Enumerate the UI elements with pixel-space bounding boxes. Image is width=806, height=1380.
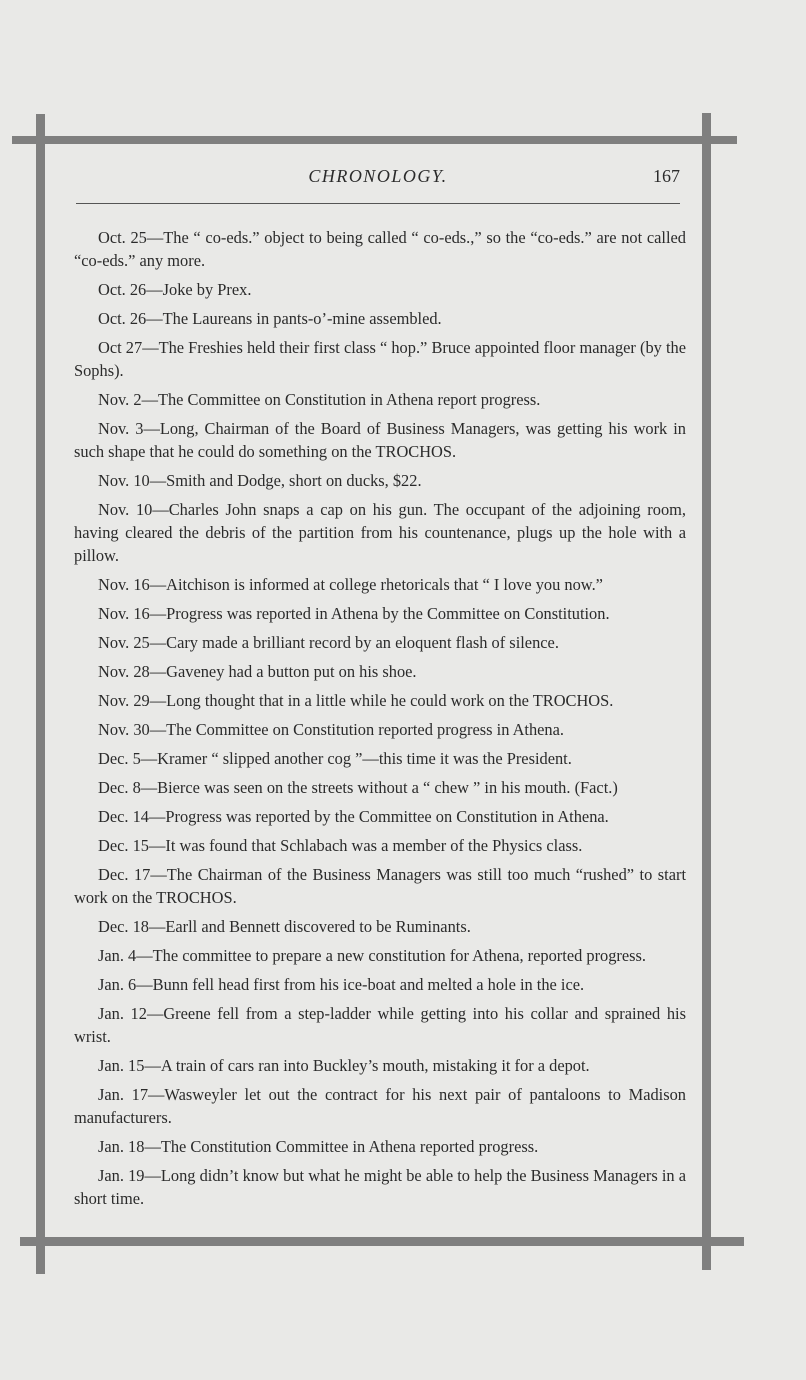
chronology-entry: Oct 27—The Freshies held their first class “ hop.” Bruce appointed floor manager (by the Sophs).	[74, 338, 687, 380]
entry-text: Progress was reported in Athena by the Committee on Constitution.	[166, 604, 610, 623]
entry-date: Jan. 17	[98, 1085, 149, 1104]
chronology-entry: Nov. 3—Long, Chairman of the Board of Business Managers, was getting his work in such shape that he could do something on the TROCHOS.	[74, 419, 686, 461]
header-divider	[76, 203, 680, 204]
entry-date: Nov. 29	[98, 691, 150, 710]
chronology-entry: Oct. 25—The “ co-eds.” object to being called “ co-eds.,” so the “co-eds.” are not called “co-eds.” any more.	[74, 228, 686, 270]
entry-text: Bunn fell head first from his ice-boat and melted a hole in the ice.	[152, 975, 585, 994]
entry-date: Nov. 10	[98, 471, 150, 490]
page-number: 167	[653, 166, 680, 186]
entry-date: Dec. 18	[98, 917, 149, 936]
chronology-entry: Oct. 26—The Laureans in pants-o’-mine assembled.	[98, 309, 442, 328]
entry-text: The Chairman of the Business Managers was still too much “rushed” to start work on the TROCHOS.	[74, 865, 686, 907]
chronology-entry: Jan. 18—The Constitution Committee in Athena reported progress.	[98, 1137, 539, 1156]
chronology-entries	[74, 226, 686, 1216]
entry-date: Nov. 28	[98, 662, 150, 681]
entry-text: Progress was reported by the Committee on Constitution in Athena.	[165, 807, 609, 826]
entry-text: Aitchison is informed at college rhetoricals that “ I love you now.”	[166, 575, 603, 594]
page-header	[76, 164, 680, 194]
entry-text: Earll and Bennett discovered to be Ruminants.	[165, 917, 471, 936]
entry-text: The Laureans in pants-o’-mine assembled.	[162, 309, 442, 328]
entry-date: Jan. 18	[98, 1137, 145, 1156]
chronology-entry: Nov. 30—The Committee on Constitution reported progress in Athena.	[98, 720, 565, 739]
entry-text: The Constitution Committee in Athena reported progress.	[160, 1137, 539, 1156]
chronology-entry: Jan. 6—Bunn fell head first from his ice-boat and melted a hole in the ice.	[98, 975, 585, 994]
frame-left-rule	[36, 114, 45, 1274]
chronology-entry: Jan. 4—The committee to prepare a new constitution for Athena, reported progress.	[98, 946, 647, 965]
entry-text: Charles John snaps a cap on his gun. The occupant of the adjoining room, having cleared the debris of the partition from his countenance, plugs up the hole with a pillow.	[74, 500, 686, 565]
entry-date: Nov. 10	[98, 500, 153, 519]
entry-date: Nov. 2	[98, 390, 142, 409]
entry-text: The Freshies held their first class “ hop.” Bruce appointed floor manager (by the Sophs).	[74, 338, 687, 380]
entry-date: Jan. 4	[98, 946, 137, 965]
chronology-entry: Dec. 17—The Chairman of the Business Managers was still too much “rushed” to start work on the TROCHOS.	[74, 865, 686, 907]
frame-top-rule	[12, 136, 737, 144]
chronology-entry: Nov. 10—Smith and Dodge, short on ducks, $22.	[98, 471, 422, 490]
chronology-entry: Dec. 14—Progress was reported by the Committee on Constitution in Athena.	[98, 807, 609, 826]
entry-date: Dec. 15	[98, 836, 149, 855]
entry-date: Dec. 17	[98, 865, 151, 884]
chronology-entry: Dec. 5—Kramer “ slipped another cog ”—this time it was the President.	[98, 749, 572, 768]
chronology-entry: Jan. 12—Greene fell from a step-ladder while getting into his collar and sprained his wrist.	[74, 1004, 686, 1046]
entry-text: The Committee on Constitution reported progress in Athena.	[166, 720, 565, 739]
chronology-entry: Nov. 25—Cary made a brilliant record by an eloquent flash of silence.	[98, 633, 559, 652]
entry-text: Wasweyler let out the contract for his next pair of pantaloons to Madison manufacturers.	[74, 1085, 686, 1127]
entry-date: Oct. 26	[98, 280, 147, 299]
entry-text: The Committee on Constitution in Athena report progress.	[157, 390, 541, 409]
entry-text: Gaveney had a button put on his shoe.	[166, 662, 417, 681]
entry-date: Dec. 5	[98, 749, 141, 768]
entry-text: Long, Chairman of the Board of Business Managers, was getting his work in such shape that he could do something on the TROCHOS.	[74, 419, 686, 461]
chronology-entry: Nov. 29—Long thought that in a little while he could work on the TROCHOS.	[98, 691, 614, 710]
entry-text: A train of cars ran into Buckley’s mouth, mistaking it for a depot.	[160, 1056, 590, 1075]
entry-date: Dec. 8	[98, 778, 141, 797]
entry-date: Dec. 14	[98, 807, 149, 826]
chronology-entry: Jan. 15—A train of cars ran into Buckley’s mouth, mistaking it for a depot.	[98, 1056, 590, 1075]
chronology-entry: Jan. 17—Wasweyler let out the contract for his next pair of pantaloons to Madison manufacturers.	[74, 1085, 686, 1127]
running-title: CHRONOLOGY.	[308, 166, 448, 186]
entry-text: Cary made a brilliant record by an eloquent flash of silence.	[166, 633, 559, 652]
entry-date: Nov. 30	[98, 720, 150, 739]
chronology-entry: Oct. 26—Joke by Prex.	[98, 280, 252, 299]
entry-date: Nov. 16	[98, 604, 150, 623]
chronology-entry: Nov. 2—The Committee on Constitution in Athena report progress.	[98, 390, 541, 409]
entry-date: Jan. 19	[98, 1166, 145, 1185]
entry-text: Smith and Dodge, short on ducks, $22.	[166, 471, 422, 490]
entry-text: The committee to prepare a new constitution for Athena, reported progress.	[152, 946, 647, 965]
entry-date: Jan. 15	[98, 1056, 145, 1075]
entry-text: Greene fell from a step-ladder while getting into his collar and sprained his wrist.	[74, 1004, 686, 1046]
frame-right-rule	[702, 113, 711, 1270]
entry-date: Nov. 25	[98, 633, 150, 652]
chronology-entry: Nov. 16—Aitchison is informed at college rhetoricals that “ I love you now.”	[98, 575, 603, 594]
frame-bottom-rule	[20, 1237, 744, 1246]
entry-date: Nov. 3	[98, 419, 144, 438]
chronology-entry: Dec. 18—Earll and Bennett discovered to be Ruminants.	[98, 917, 471, 936]
chronology-entry: Nov. 16—Progress was reported in Athena by the Committee on Constitution.	[98, 604, 610, 623]
chronology-entry: Jan. 19—Long didn’t know but what he might be able to help the Business Managers in a short time.	[74, 1166, 686, 1208]
chronology-entry: Dec. 8—Bierce was seen on the streets without a “ chew ” in his mouth. (Fact.)	[98, 778, 618, 797]
entry-date: Oct. 25	[98, 228, 147, 247]
entry-date: Nov. 16	[98, 575, 150, 594]
entry-text: Joke by Prex.	[162, 280, 252, 299]
entry-date: Jan. 6	[98, 975, 137, 994]
entry-text: Long didn’t know but what he might be able to help the Business Managers in a short time.	[74, 1166, 686, 1208]
entry-text: The “ co-eds.” object to being called “ co-eds.,” so the “co-eds.” are not called “co-eds.” any more.	[74, 228, 686, 270]
chronology-entry: Nov. 10—Charles John snaps a cap on his gun. The occupant of the adjoining room, having cleared the debris of the partition from his countenance, plugs up the hole with a pillow.	[74, 500, 686, 565]
entry-date: Oct. 26	[98, 309, 147, 328]
entry-date: Jan. 12	[98, 1004, 147, 1023]
entry-text: It was found that Schlabach was a member of the Physics class.	[165, 836, 583, 855]
chronology-entry: Nov. 28—Gaveney had a button put on his shoe.	[98, 662, 417, 681]
entry-date: Oct 27	[98, 338, 143, 357]
chronology-entry: Dec. 15—It was found that Schlabach was a member of the Physics class.	[98, 836, 583, 855]
entry-text: Bierce was seen on the streets without a “ chew ” in his mouth. (Fact.)	[157, 778, 618, 797]
entry-text: Kramer “ slipped another cog ”—this time it was the President.	[157, 749, 572, 768]
entry-text: Long thought that in a little while he could work on the TROCHOS.	[166, 691, 614, 710]
